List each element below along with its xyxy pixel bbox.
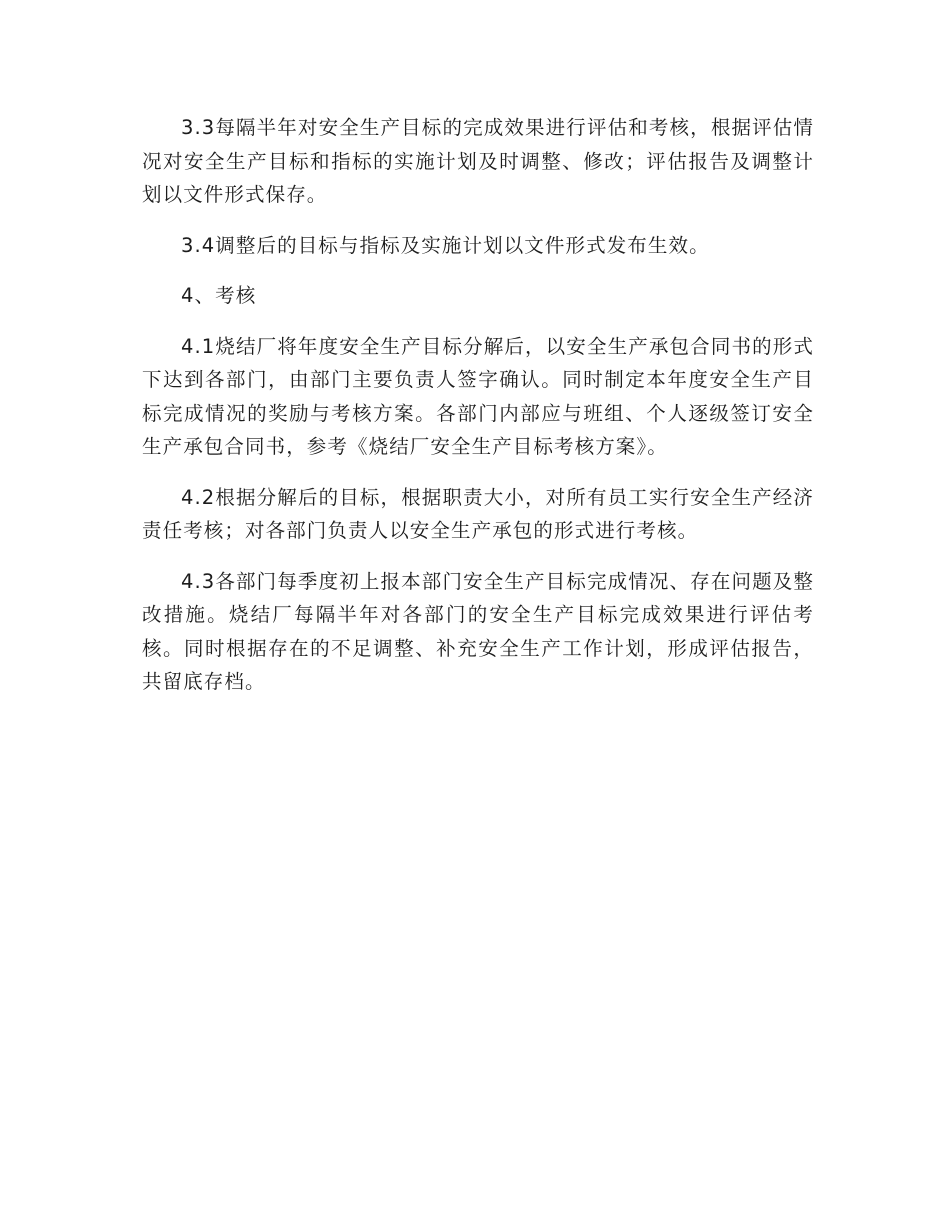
document-body <box>142 111 814 699</box>
paragraph-4-3: 4.3各部门每季度初上报本部门安全生产目标完成情况、存在问题及整改措施。烧结厂每隔半年对各部门的安全生产目标完成效果进行评估考核。同时根据存在的不足调整、补充安全生产工作计划，形成评估报告，共留底存档。 <box>142 569 814 693</box>
paragraph-4-1: 4.1烧结厂将年度安全生产目标分解后，以安全生产承包合同书的形式下达到各部门，由部门主要负责人签字确认。同时制定本年度安全生产目标完成情况的奖励与考核方案。各部门内部应与班组、个人逐级签订安全生产承包合同书，参考《烧结厂安全生产目标考核方案》。 <box>142 334 814 458</box>
section-heading-4: 4、考核 <box>181 284 257 307</box>
paragraph-3-4: 3.4调整后的目标与指标及实施计划以文件形式发布生效。 <box>181 233 710 257</box>
paragraph-4-2: 4.2根据分解后的目标，根据职责大小，对所有员工实行安全生产经济责任考核；对各部门负责人以安全生产承包的形式进行考核。 <box>142 485 814 542</box>
paragraph-3-3: 3.3每隔半年对安全生产目标的完成效果进行评估和考核，根据评估情况对安全生产目标和指标的实施计划及时调整、修改；评估报告及调整计划以文件形式保存。 <box>142 116 814 206</box>
